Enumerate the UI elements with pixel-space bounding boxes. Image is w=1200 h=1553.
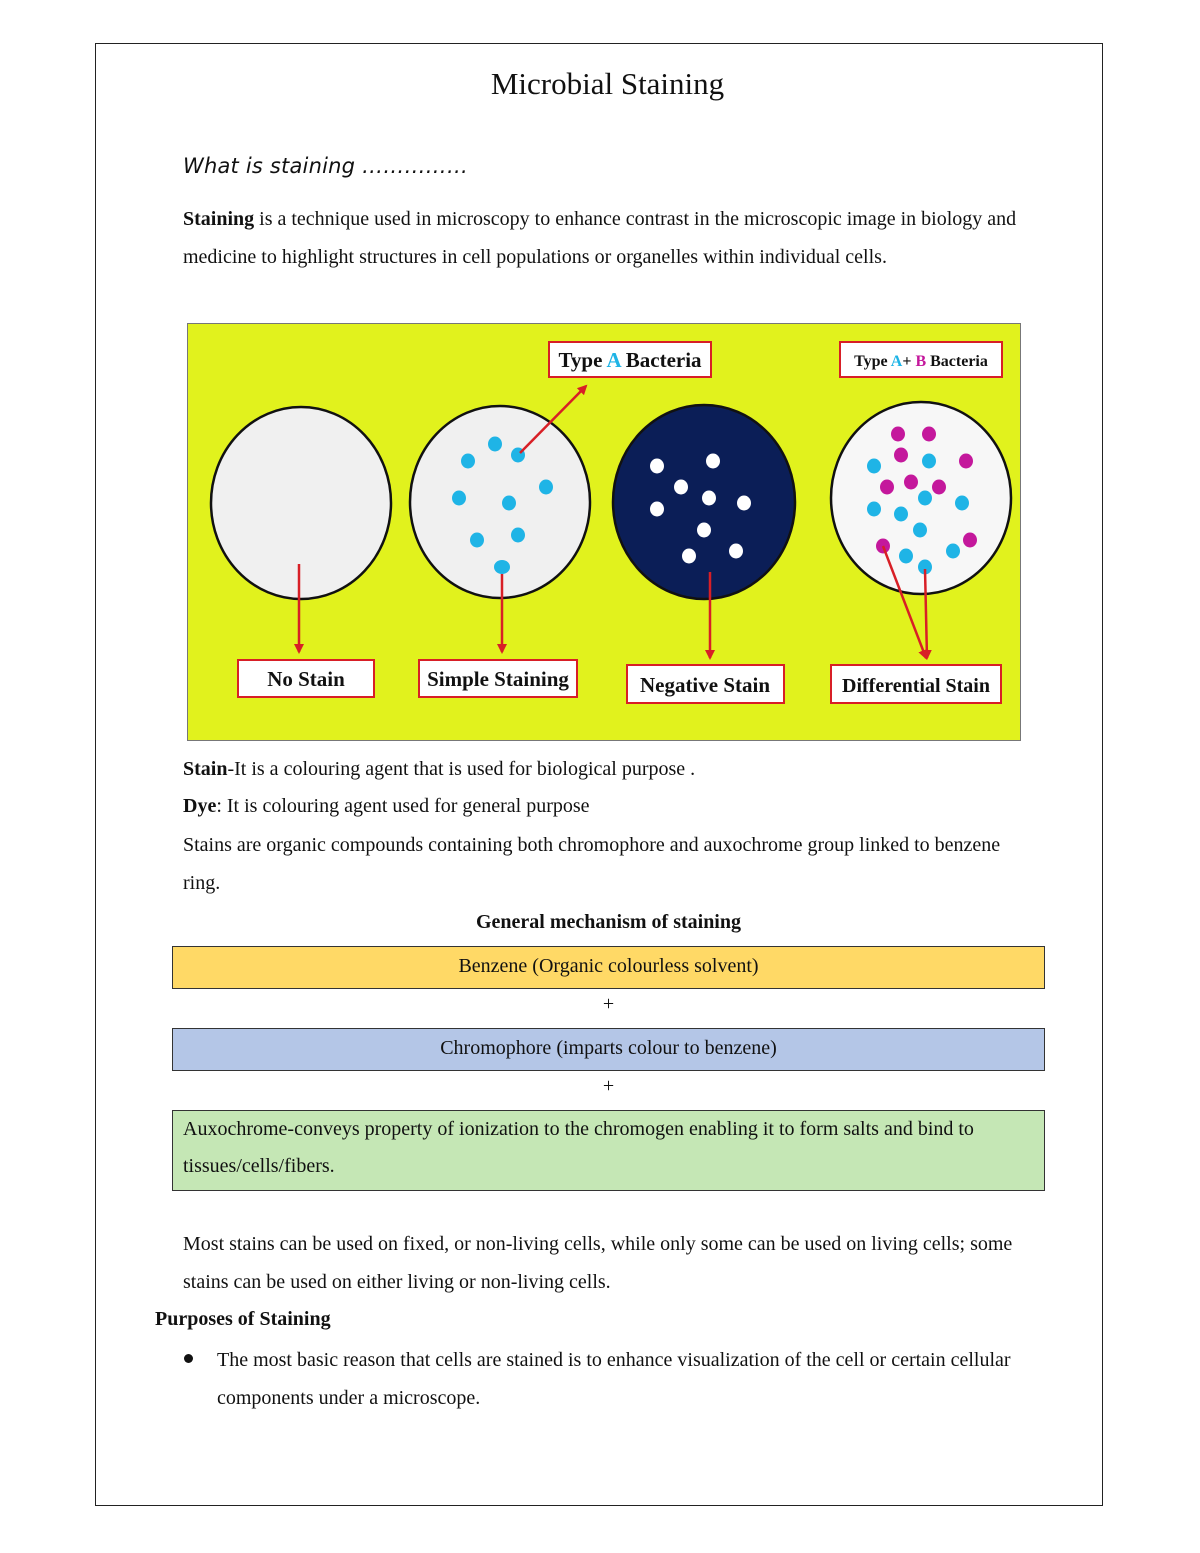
label-type-ab-bacteria xyxy=(840,342,1002,377)
intro-term: Staining xyxy=(183,208,255,230)
mechanism-heading: General mechanism of staining xyxy=(476,911,741,933)
staining-diagram-svg xyxy=(188,324,1022,742)
auxochrome-box: Auxochrome-conveys property of ionization to the chromogen enabling it to form salts and bind to tissues/cells/fibers. xyxy=(172,1110,1045,1191)
intro-paragraph xyxy=(183,200,1033,276)
svg-text:Simple Staining: Simple Staining xyxy=(427,667,569,691)
purpose-item: The most basic reason that cells are stained is to enhance visualization of the cell or certain cellular components under a microscope. xyxy=(217,1349,1011,1409)
label-type-a-bacteria xyxy=(549,342,711,377)
stains-paragraph: Stains are organic compounds containing both chromophore and auxochrome group linked to benzene ring. xyxy=(183,834,1001,894)
section-question: What is staining …………… xyxy=(183,154,469,178)
svg-text:No Stain: No Stain xyxy=(267,667,345,691)
label-no-stain xyxy=(238,660,374,697)
fixed-cells-paragraph: Most stains can be used on fixed, or non-living cells, while only some can be used on living cells; some stains can be used on either living or non-living cells. xyxy=(183,1233,1013,1293)
chromophore-box: Chromophore (imparts colour to benzene) xyxy=(172,1028,1045,1071)
staining-diagram xyxy=(187,323,1021,741)
benzene-box: Benzene (Organic colourless solvent) xyxy=(172,946,1045,989)
stain-text: -It is a colouring agent that is used for biological purpose . xyxy=(227,758,696,780)
dye-text: : It is colouring agent used for general purpose xyxy=(216,795,590,817)
label-simple-staining xyxy=(419,660,577,697)
plus-sign: + xyxy=(602,1075,615,1097)
dye-term: Dye xyxy=(183,795,217,817)
label-negative-stain xyxy=(627,665,784,703)
bullet-icon xyxy=(184,1354,193,1363)
label-differential-stain xyxy=(831,665,1001,703)
page-title: Microbial Staining xyxy=(490,66,725,101)
plus-sign: + xyxy=(602,993,615,1015)
plate-no-stain xyxy=(211,407,391,599)
stain-term: Stain xyxy=(183,758,228,780)
purposes-heading: Purposes of Staining xyxy=(155,1308,331,1330)
svg-text:Type A+ B Bacteria: Type A+ B Bacteria xyxy=(854,353,988,370)
intro-text: is a technique used in microscopy to enhance contrast in the microscopic image in biology and medicine to highlight structures in cell populations or organelles within individual cells. xyxy=(183,208,1017,268)
svg-text:Differential Stain: Differential Stain xyxy=(842,675,990,697)
svg-text:Negative Stain: Negative Stain xyxy=(639,673,771,697)
svg-text:Type A Bacteria: Type A Bacteria xyxy=(558,348,702,372)
dye-definition xyxy=(183,790,590,822)
stain-definition xyxy=(183,753,695,785)
